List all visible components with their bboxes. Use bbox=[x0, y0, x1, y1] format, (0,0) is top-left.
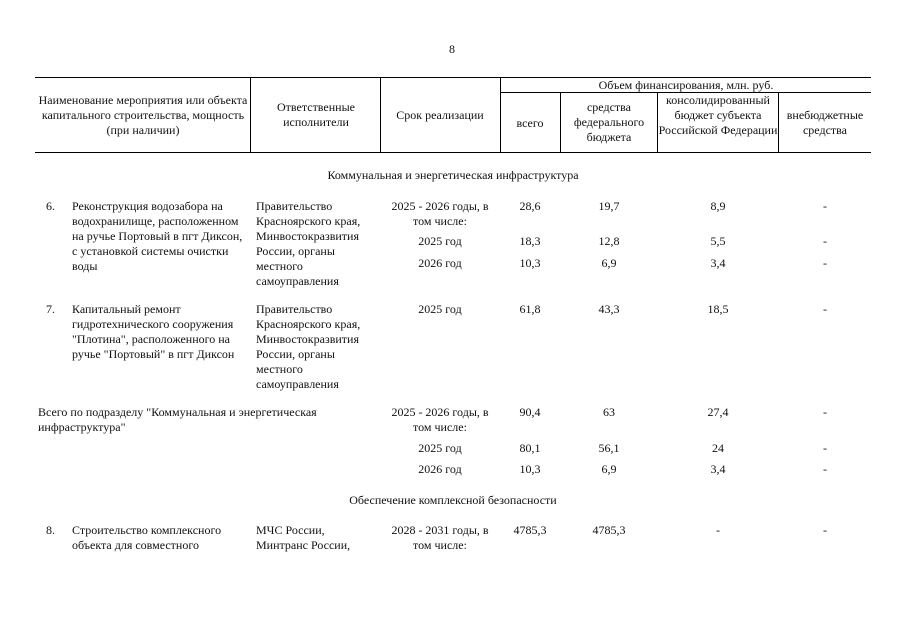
cell-regional: 27,4 bbox=[707, 405, 729, 419]
page-number: 8 bbox=[449, 42, 455, 56]
cell-extra: - bbox=[823, 441, 827, 455]
cell-total: 18,3 bbox=[519, 234, 541, 248]
header-divider bbox=[778, 92, 779, 152]
cell-total: 90,4 bbox=[519, 405, 541, 419]
header-funding-group: Объем финансирования, млн. руб. bbox=[598, 78, 774, 92]
cell-federal: 4785,3 bbox=[592, 523, 626, 537]
row-number: 7. bbox=[46, 302, 55, 316]
header-col-responsible: Ответственные исполнители bbox=[277, 100, 355, 129]
row-period: 2026 год bbox=[418, 256, 462, 270]
cell-federal: 6,9 bbox=[601, 462, 617, 476]
cell-regional: 24 bbox=[712, 441, 724, 455]
cell-total: 10,3 bbox=[519, 462, 541, 476]
row-number: 8. bbox=[46, 523, 55, 537]
header-col-total: всего bbox=[516, 116, 544, 130]
row-period: 2028 - 2031 годы, в том числе: bbox=[391, 523, 489, 552]
cell-federal: 56,1 bbox=[598, 441, 620, 455]
row-responsible: Правительство Красноярского края, Минвостокразвития России, органы местного самоуправления bbox=[256, 302, 361, 391]
cell-total: 61,8 bbox=[519, 302, 541, 316]
subtotal-label: Всего по подразделу "Коммунальная и энергетическая инфраструктура" bbox=[38, 405, 317, 434]
cell-regional: 8,9 bbox=[710, 199, 726, 213]
header-col-federal: средства федерального бюджета bbox=[573, 100, 645, 144]
cell-extra: - bbox=[823, 234, 827, 248]
cell-extra: - bbox=[823, 462, 827, 476]
cell-regional: 3,4 bbox=[710, 256, 726, 270]
row-responsible: МЧС России, Минтранс России, bbox=[256, 523, 351, 552]
cell-extra: - bbox=[823, 199, 827, 213]
row-period: 2025 год bbox=[418, 234, 462, 248]
header-divider bbox=[250, 77, 251, 152]
cell-federal: 19,7 bbox=[598, 199, 620, 213]
row-period: 2025 - 2026 годы, в том числе: bbox=[391, 199, 489, 228]
cell-extra: - bbox=[823, 256, 827, 270]
cell-extra: - bbox=[823, 302, 827, 316]
section-title: Коммунальная и энергетическая инфраструктура bbox=[327, 168, 579, 182]
row-period: 2025 - 2026 годы, в том числе: bbox=[391, 405, 489, 434]
row-period: 2025 год bbox=[418, 441, 462, 455]
header-divider bbox=[500, 77, 501, 152]
cell-regional: 18,5 bbox=[707, 302, 729, 316]
cell-extra: - bbox=[823, 405, 827, 419]
cell-federal: 63 bbox=[603, 405, 615, 419]
row-period: 2025 год bbox=[418, 302, 462, 316]
header-col-extra: внебюджетные средства bbox=[786, 108, 864, 137]
header-divider bbox=[560, 92, 561, 152]
cell-federal: 6,9 bbox=[601, 256, 617, 270]
cell-federal: 43,3 bbox=[598, 302, 620, 316]
cell-regional: 5,5 bbox=[710, 234, 726, 248]
cell-total: 80,1 bbox=[519, 441, 541, 455]
cell-extra: - bbox=[823, 523, 827, 537]
row-number: 6. bbox=[46, 199, 55, 213]
header-col-name: Наименование мероприятия или объекта капитального строительства, мощность (при наличии) bbox=[38, 93, 248, 137]
cell-regional: - bbox=[716, 523, 720, 537]
header-col-period: Срок реализации bbox=[396, 108, 484, 122]
header-divider bbox=[380, 77, 381, 152]
row-period: 2026 год bbox=[418, 462, 462, 476]
cell-total: 10,3 bbox=[519, 256, 541, 270]
row-name: Капитальный ремонт гидротехнического сооружения "Плотина", расположенного на ручье "Портовый" в пгт Диксон bbox=[72, 302, 235, 361]
cell-total: 28,6 bbox=[519, 199, 541, 213]
cell-total: 4785,3 bbox=[513, 523, 547, 537]
cell-regional: 3,4 bbox=[710, 462, 726, 476]
row-name: Строительство комплексного объекта для совместного bbox=[72, 523, 222, 552]
row-responsible: Правительство Красноярского края, Минвостокразвития России, органы местного самоуправления bbox=[256, 199, 361, 288]
header-bottom-rule bbox=[35, 152, 871, 153]
section-title: Обеспечение комплексной безопасности bbox=[349, 493, 557, 507]
header-col-regional: консолидированный бюджет субъекта Российской Федерации bbox=[658, 93, 778, 137]
cell-federal: 12,8 bbox=[598, 234, 620, 248]
row-name: Реконструкция водозабора на водохранилище, расположенном на ручье Портовый в пгт Диксон, с установкой системы очистки воды bbox=[72, 199, 243, 273]
